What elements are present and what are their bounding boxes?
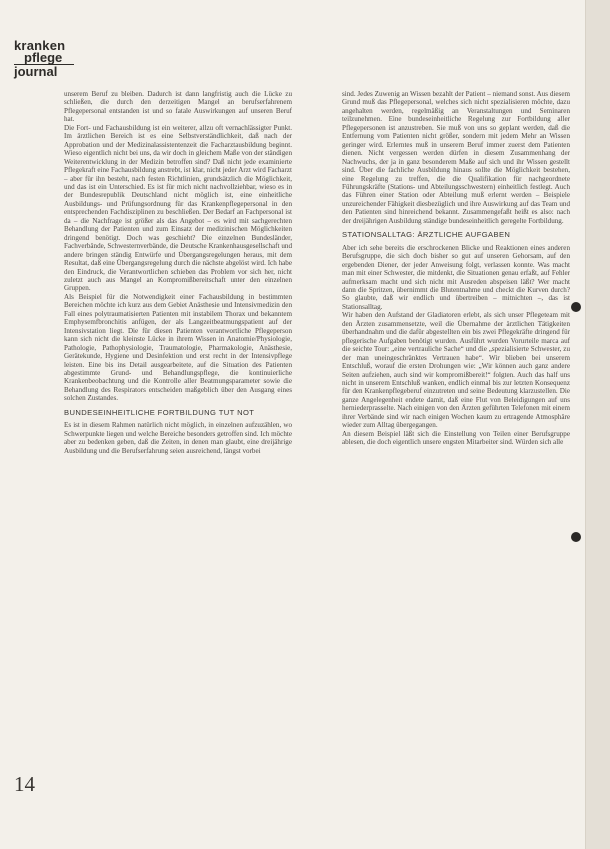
- left-section-heading: BUNDESEINHEITLICHE FORTBILDUNG TUT NOT: [64, 407, 255, 417]
- left-paragraph-2: Die Fort- und Fachausbildung ist ein weiterer, allzu oft vernachlässigter Punkt. Im ärztlichen Bereich ist es eine Selbstverständlichkeit, daß nach der Approbation und der Medizinalassistentenzeit die Facharztausbildung beginnt. Wieso eigentlich nicht bei uns, da wir doch in gleichem Maße von der ständigen Weiterentwicklung in der Medizin betroffen sind? Daß nicht jede examinierte Pflegekraft eine Fachausbildung anstrebt, ist klar, nicht jeder Arzt wird Facharzt – aber für ihn besteht, nach festen Richtlinien, grundsätzlich die Möglichkeit, und das ist ein Unterschied. Es ist für mich nicht nachvollziehbar, wieso es in der Bundesrepublik Deutschland nicht möglich ist, eine einheitliche Ausbildungs- und Prüfungsordnung für das Krankenpflegepersonal in den entsprechenden Fachdisziplinen zu beschließen. Der Bedarf an Fachpersonal ist da – die Nachfrage ist größer als das Angebot – es wird mit sachgerechten Behandlung der Patienten und zum Einsatz der medizinischen Möglichkeiten dringend benötigt. Doch was geschieht? Die einzelnen Bundesländer, Fachverbände, Schwesternverbände, die Deutsche Krankenhausgesellschaft und andere bringen ständig Entwürfe und Übergangsregelungen heraus, mit dem Resultat, daß eine Übergangsregelung durch die nächste abgelöst wird. Ich habe den Eindruck, die Verantwortlichen schieben das Problem vor sich her, nicht zuletzt auch aus Mangel an Kompromißbereitschaft unter den einzelnen Gruppen.: [64, 123, 292, 293]
- punch-hole: [571, 532, 581, 542]
- masthead-line1: kranken: [14, 38, 66, 53]
- right-paragraph-4: An diesem Beispiel läßt sich die Einstellung von Teilen einer Berufsgruppe ablesen, die doch eigentlich unsere engsten Mitarbeiter sind. Würden sich alle: [342, 429, 570, 447]
- masthead-line3: journal: [14, 64, 58, 79]
- masthead-line2: pflege: [14, 52, 74, 65]
- left-paragraph-3: Als Beispiel für die Notwendigkeit einer Fachausbildung in bestimmten Bereichen möchte ich kurz aus dem Gebiet Anästhesie und Intensivmedizin den Fall eines polytraumatisierten Patienten mit instabilem Thorax und bekanntem Emphysemfbronchitis anfügen, der als Langzeitbeatmungspatient auf der Intensivstation liegt. Die für diesen Patienten verantwortliche Pflegeperson kann sich nicht die kleinste Lücke in ihrem Wissen in Anatomie/Physiologie, Pathologie, Pathophysiologie, Traumatologie, Pharmakologie, Anästhesie, Gerätekunde, Hygiene und Desinfektion und erst recht in der Intensivpflege leisten. Eine bis ins Detail ausgearbeitete, auf die Situation des Patienten abgestimmte Grund- und Behandlungspflege, die kontinuierliche Krankenbeobachtung und die Kontrolle aller Beatmungsparameter sowie die Behandlung des Respirators entscheiden maßgeblich über den Ausgang eines solchen Zustandes.: [64, 292, 292, 403]
- right-paragraph-1: sind. Jedes Zuwenig an Wissen bezahlt der Patient – niemand sonst. Aus diesem Grund muß das Pflegepersonal, welches sich nicht spezialisieren möchte, dazu angehalten werden, regelmäßig an Veranstaltungen und Seminaren teilzunehmen. Eine bundeseinheitliche Regelung zur Fortbildung aller Pflegepersonen ist anzustreben. Sie muß von uns so geplant werden, daß die Entfernung vom Patienten nicht größer, sondern mit jedem Mehr an Wissen geringer wird. Erlerntes muß in unserem Beruf immer zuerst dem Patienten dienen. Nicht vergessen werden dürfen in diesem Zusammenhang der Nachwuchs, der ja in ganz besonderem Maße auf sich und ihr Wissen gestellt sind. Über die fachliche Ausbildung hinaus sollte die Möglichkeit bestehen, eine Regelung zu treffen, die die Qualifikation für nachgeordnete Führungskräfte (Stations- und Abteilungsschwestern) einheitlich festlegt. Auch das Führen einer Station oder Abteilung muß erlernt werden – Beispiele unzureichender Fähigkeit diesbezüglich und ihre Auswirkung auf das Team und den Patienten sind hinreichend bekannt. Zusammengefaßt heißt es also: nach der dreijährigen Ausbildung ständige bundeseinheitlich geregelte Fortbildung.: [342, 90, 570, 225]
- left-paragraph-1: unserem Beruf zu bleiben. Dadurch ist dann langfristig auch die Lücke zu schließen, die durch den derzeitigen Mangel an berufserfahrenem Pflegepersonal entstanden ist und so fatale Auswirkungen auf unseren Beruf hat.: [64, 90, 292, 124]
- left-column: [64, 90, 292, 455]
- punch-hole: [571, 302, 581, 312]
- page-edge: [585, 0, 610, 849]
- masthead-logo: [14, 40, 74, 78]
- left-paragraph-4: Es ist in diesem Rahmen natürlich nicht möglich, in einzelnen aufzuzählen, wo Schwerpunkte liegen und welche Bereiche besonders getroffen sind. Ich möchte aber zu bedenken geben, daß die Zeiten, in denen man glaubt, eine dreijährige Ausbildung und die Berufserfahrung seien ausreichend, längst vorbei: [64, 421, 292, 455]
- right-section-heading: STATIONSALLTAG: ÄRZTLICHE AUFGABEN: [342, 230, 511, 240]
- page-number: 14: [14, 772, 35, 796]
- right-paragraph-2: Aber ich sehe bereits die erschrockenen Blicke und Reaktionen eines anderen Berufsgruppe, die sich doch bisher so gut auf unseren Gehorsam, auf den ergebenden Diener, der jeder Anweisung folgt, verlassen konnte. Was macht man mit einer Schwester, die mitdenkt, die Situationen genau erfaßt, auf Fehler aufmerksam macht und sich nicht mit Ausreden abspeisen läßt? Wer macht dann die Spritzen, übernimmt die Blutentnahme und checkt die Kurven durch? So glaubte, daß wir endlich und übertreiben – mitnichten –, das ist Stationsalltag.: [342, 243, 570, 311]
- right-column: [342, 90, 570, 447]
- right-paragraph-3: Wir haben den Aufstand der Gladiatoren erlebt, als sich unser Pflegeteam mit den Ärzten zusammensetzte, weil die Übernahme der ärztlichen Tätigkeiten überhandnahm und die dafür abgestellten ein bis zwei Pflegekräfte dringend für pflegerische Aufgaben benötigt wurden. Ausführt wurden Vorurteile marca auf die seichte Tour: „eine vertrauliche Sache“ und die „spezialisierte Schwester, zu der man uneingeschränktes Vertrauen habe“. Wir blieben bei unserem Entschluß, worauf die ersten Drohungen wie: „Wir können auch ganz andere Seiten aufziehen, auch sind wir kompromißbereit!“ folgten. Auch das half uns nicht in unserem Entschluß wanken, endlich einmal bis zur letzten Konsequenz für den Krankenpflegeberuf einzutreten und seine Bedeutung klarzustellen. Die ganze Angelegenheit endete damit, daß eine Flut von Beleidigungen auf uns herniederprasselte. Nach einigen von den Ärzten geführten Telefonen mit einem ihrer Verbände sind wir nach einigen Wochen kaum zu ertragende Atmosphäre wieder zum Alltag übergegangen.: [342, 311, 570, 430]
